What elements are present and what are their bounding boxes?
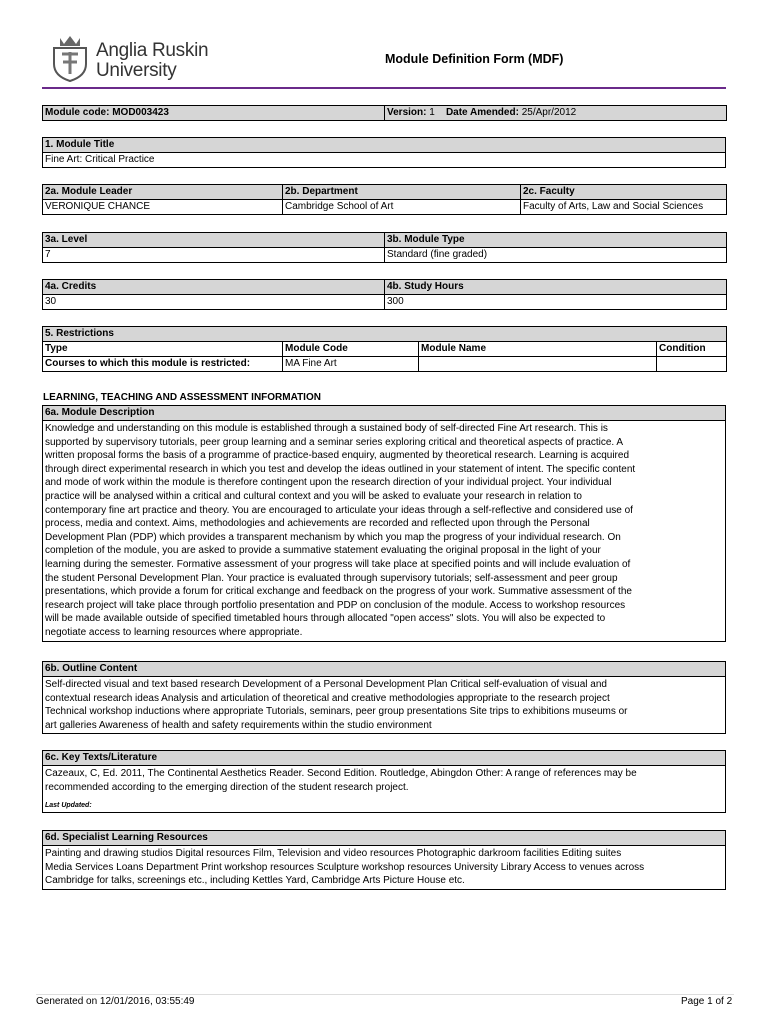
study-hours-value: 300: [385, 295, 727, 310]
level-table: [42, 232, 727, 263]
level-value: 7: [43, 248, 385, 263]
restriction-name: [419, 357, 657, 372]
department-label: 2b. Department: [283, 185, 521, 200]
key-texts-table: [42, 750, 726, 813]
col-module-name: Module Name: [419, 342, 657, 357]
text-line: process, media and context. Aims, methodologies and achievements are recorded and reflected upon through the Personal: [45, 518, 590, 530]
col-type: Type: [43, 342, 283, 357]
text-line: Self-directed visual and text based research Development of a Personal Development Plan Critical self-evaluation of visual and: [45, 679, 607, 690]
text-line: Cazeaux, C, Ed. 2011, The Continental Aesthetics Reader. Second Edition. Routledge, Abingdon Other: A range of references may be: [45, 768, 637, 779]
col-module-code: Module Code: [283, 342, 419, 357]
text-line: practice will be analysed within a critical and cultural context and you will be asked to evaluate your research in relation to: [45, 490, 582, 502]
footer-divider: [36, 994, 734, 995]
description-label: 6a. Module Description: [43, 406, 726, 421]
text-line: research project will take place through portfolio presentation and PDP on conclusion of the module. Access to workshop resources: [45, 599, 626, 611]
version-date-cell: [385, 106, 727, 121]
text-line: supported by supervisory tutorials, peer group learning and a seminar series exploring critical and theoretical aspects of practice. A: [45, 436, 624, 448]
generated-timestamp: Generated on 12/01/2016, 03:55:49: [36, 996, 195, 1007]
module-leader-label: 2a. Module Leader: [43, 185, 283, 200]
module-code-table: [42, 105, 727, 121]
text-line: Media Services Loans Department Print workshop resources Sculpture workshop resources University Library Access to venues across: [45, 861, 645, 873]
module-title-value: Fine Art: Critical Practice: [43, 153, 726, 168]
key-texts-label: 6c. Key Texts/Literature: [43, 751, 726, 766]
module-type-value: Standard (fine graded): [385, 248, 727, 263]
text-line: negotiate access to learning resources where appropriate.: [45, 626, 303, 638]
text-line: written proposal forms the basis of a programme of practice-based enquiry, augmented by theoretical research. Learning is acquired: [45, 450, 630, 462]
text-line: completion of the module, you are asked to provide a summative statement evaluating the original proposal in the light of your: [45, 545, 601, 557]
text-line: Development Plan (PDP) which provides a transparent mechanism by which you map the progress of your individual research. On: [45, 531, 621, 543]
restriction-type: Courses to which this module is restricted:: [43, 357, 283, 372]
study-hours-label: 4b. Study Hours: [385, 280, 727, 295]
resources-table: [42, 830, 726, 890]
text-line: recommended according to the emerging direction of the student research project.: [45, 781, 409, 793]
restriction-condition: [657, 357, 727, 372]
text-line: the student Personal Development Plan. Your practice is evaluated through supervisory tutorials; self-assessment and peer group: [45, 572, 618, 584]
module-type-label: 3b. Module Type: [385, 233, 727, 248]
text-line: presentations, which provide a forum for critical exchange and feedback on the progress of your work. Summative assessment of the: [45, 586, 632, 598]
text-line: will be made available outside of specified timetabled hours through allocated "open access" slots. You will also be expected to: [45, 613, 606, 625]
department-value: Cambridge School of Art: [283, 200, 521, 215]
text-line: Knowledge and understanding on this module is established through a sustained body of self-directed Fine Art research. This is: [45, 423, 608, 434]
text-line: Cambridge for talks, screenings etc., including Kettles Yard, Cambridge Arts Picture House etc.: [45, 875, 465, 887]
date-value: 25/Apr/2012: [521, 107, 577, 118]
date-label: Date Amended:: [445, 107, 519, 118]
university-logo: [50, 34, 220, 86]
outline-body: [43, 677, 726, 734]
logo-line-2: University: [96, 60, 177, 81]
restrictions-label: 5. Restrictions: [43, 327, 727, 342]
module-title-table: [42, 137, 726, 168]
resources-body: [43, 846, 726, 890]
form-title: Module Definition Form (MDF): [385, 52, 564, 66]
col-condition: Condition: [657, 342, 727, 357]
lta-heading: LEARNING, TEACHING AND ASSESSMENT INFORMATION: [43, 392, 321, 403]
restrictions-table: [42, 326, 727, 372]
description-body: [43, 421, 726, 642]
faculty-value: Faculty of Arts, Law and Social Sciences: [521, 200, 727, 215]
faculty-label: 2c. Faculty: [521, 185, 727, 200]
text-line: contemporary fine art practice and theory. You are encouraged to articulate your ideas through a self-reflective and considered use of: [45, 504, 633, 516]
module-code-label: Module code: MOD003423: [43, 106, 385, 121]
text-line: contextual research ideas Analysis and articulation of theoretical and creative methodologies appropriate to the research project: [45, 692, 610, 704]
text-line: through direct experimental research in which you test and develop the ideas outlined in your statement of intent. The specific content: [45, 463, 636, 475]
text-line: Painting and drawing studios Digital resources Film, Television and video resources Photographic darkroom facilities Editing suites: [45, 848, 622, 859]
description-table: [42, 405, 726, 642]
module-leader-value: VERONIQUE CHANCE: [43, 200, 283, 215]
crest-icon: [50, 34, 90, 82]
text-line: and mode of work within the module is therefore contingent upon the research direction of your individual project. Your individual: [45, 477, 612, 489]
outline-table: [42, 661, 726, 734]
credits-table: [42, 279, 727, 310]
restriction-code: MA Fine Art: [283, 357, 419, 372]
module-title-label: 1. Module Title: [43, 138, 726, 153]
level-label: 3a. Level: [43, 233, 385, 248]
header-divider: [42, 87, 726, 89]
credits-label: 4a. Credits: [43, 280, 385, 295]
text-line: Technical workshop inductions where appropriate Tutorials, seminars, peer group presentations Site trips to exhibitions museums or: [45, 706, 628, 718]
key-texts-body: [43, 766, 726, 813]
version-label: Version:: [387, 107, 427, 118]
logo-line-1: Anglia Ruskin: [96, 40, 209, 61]
resources-label: 6d. Specialist Learning Resources: [43, 831, 726, 846]
text-line: art galleries Awareness of health and safety requirements within the studio environment: [45, 719, 432, 731]
last-updated-label: Last Updated:: [45, 802, 92, 810]
text-line: learning during the semester. Formative assessment of your progress will take place at specified points and will include evaluation of: [45, 558, 631, 570]
outline-label: 6b. Outline Content: [43, 662, 726, 677]
credits-value: 30: [43, 295, 385, 310]
version-value: 1: [429, 107, 435, 118]
page-number: Page 1 of 2: [681, 996, 733, 1007]
leader-table: [42, 184, 727, 215]
